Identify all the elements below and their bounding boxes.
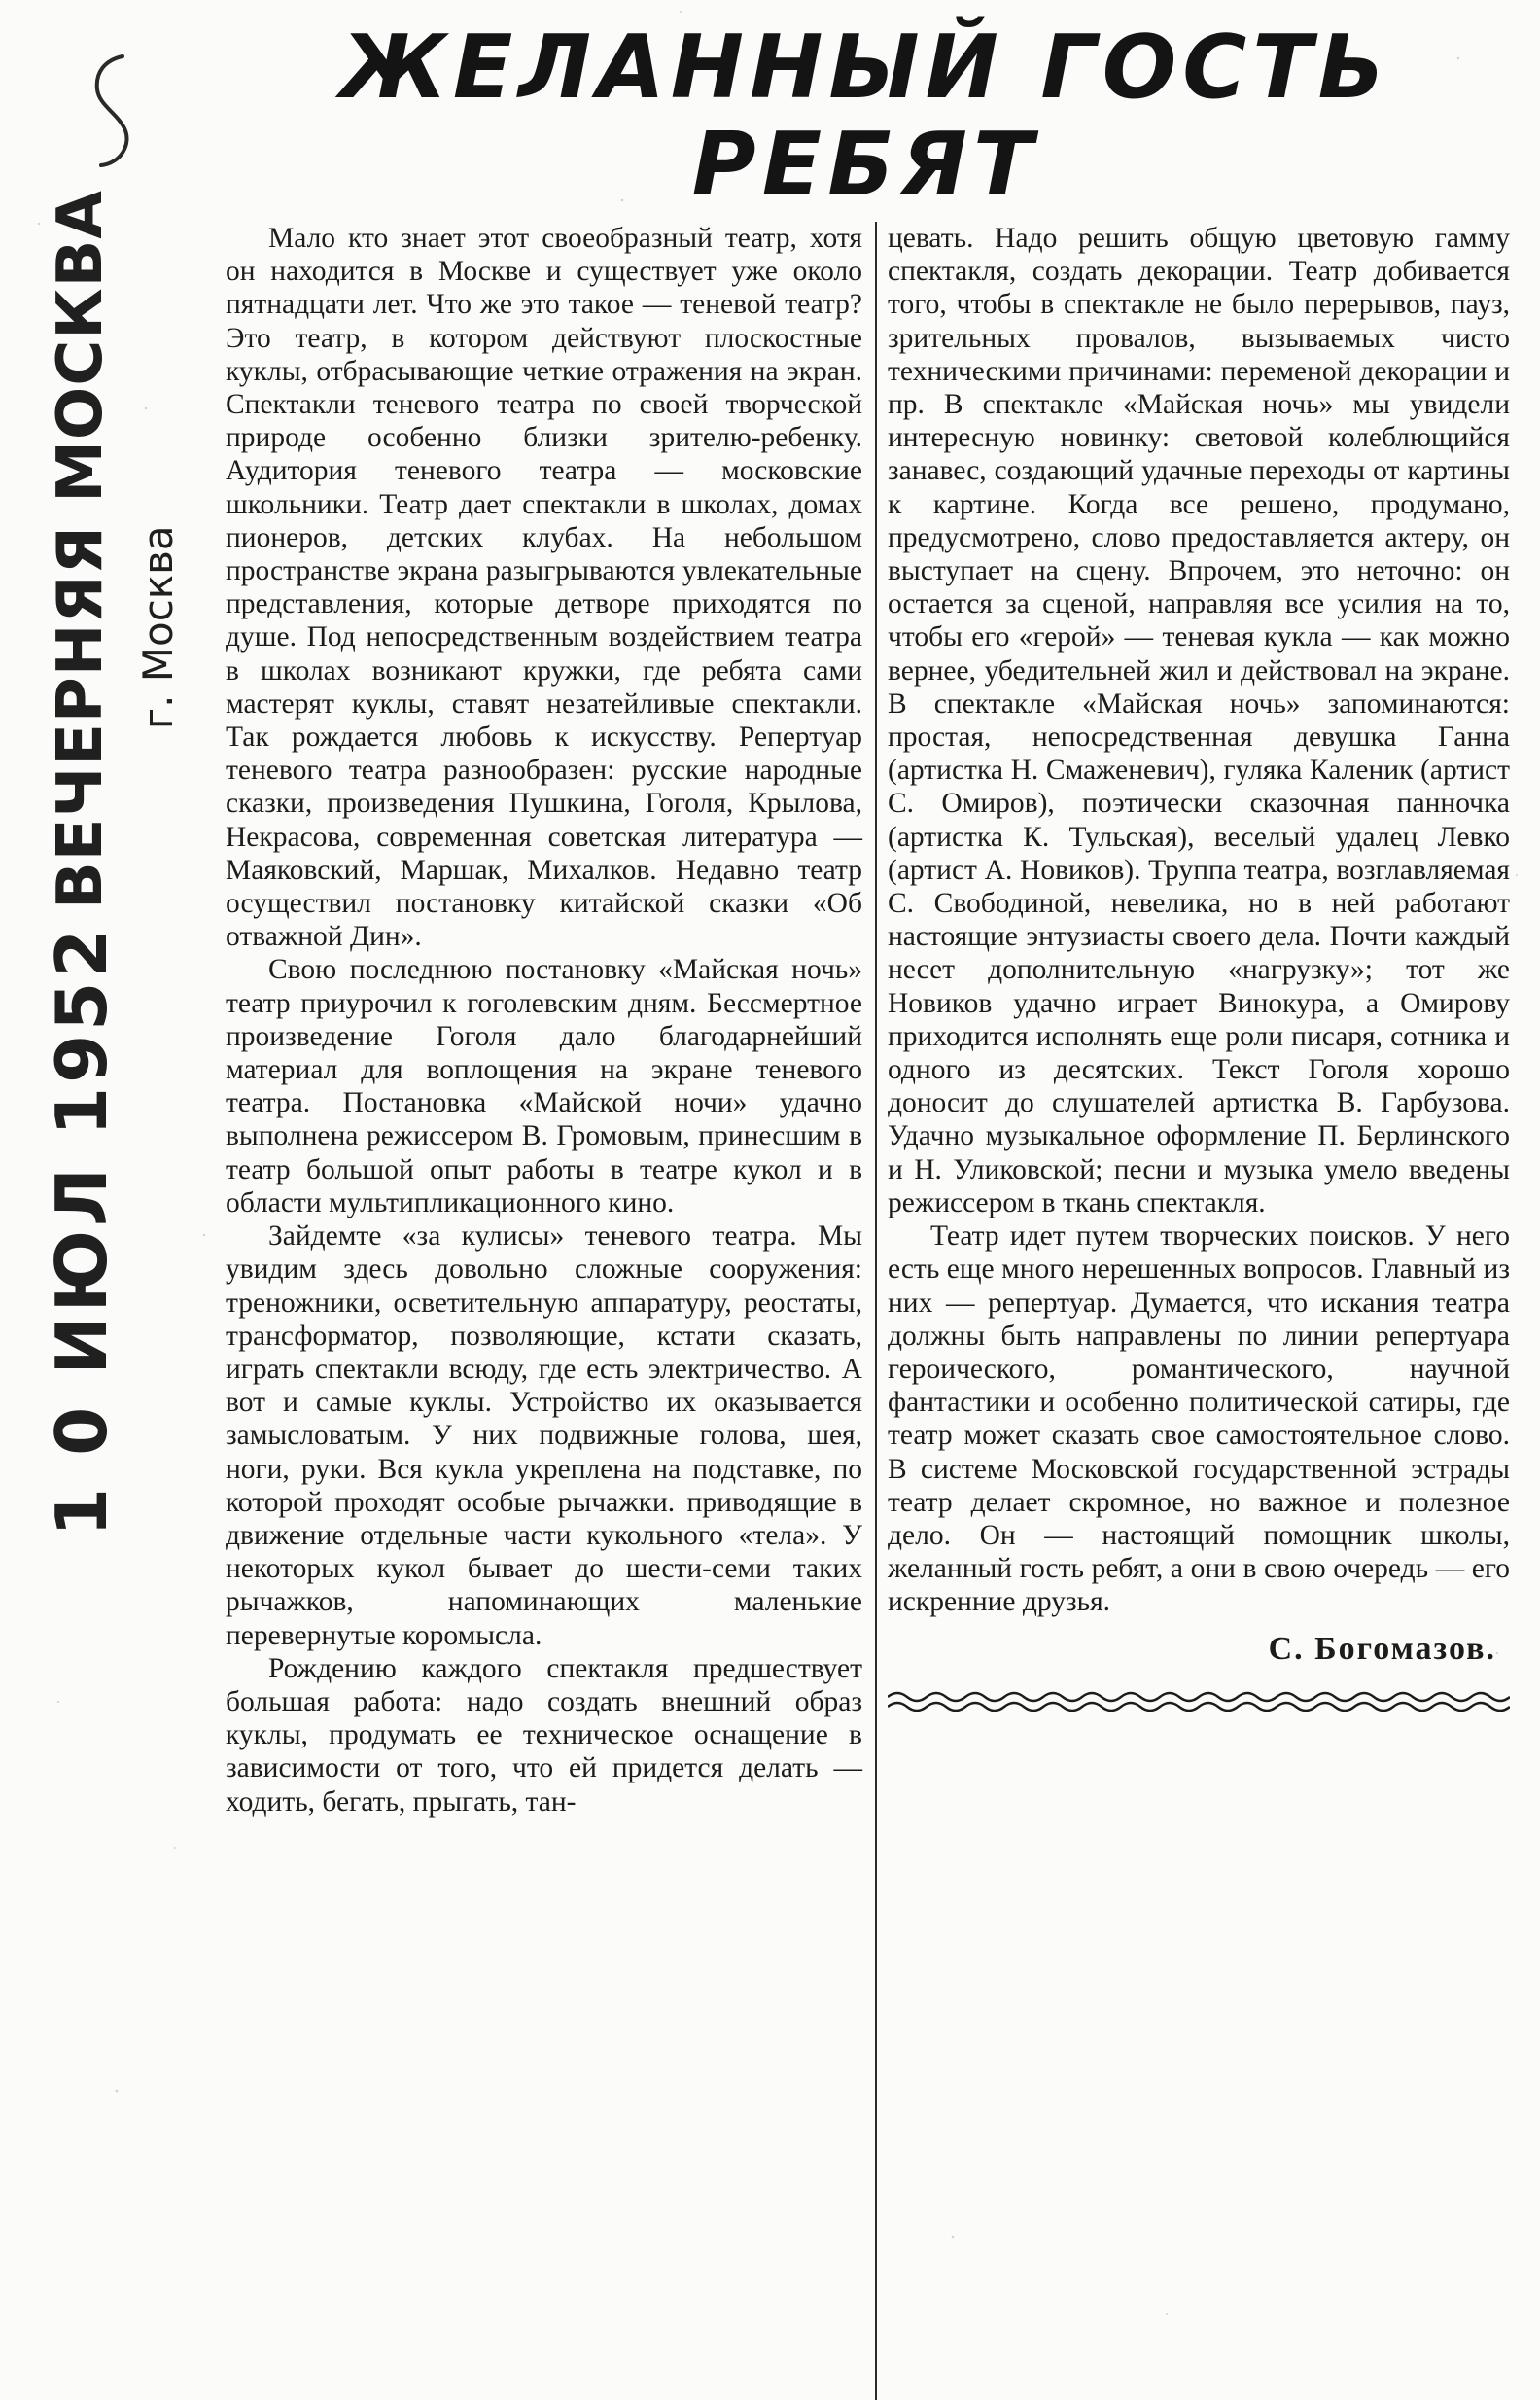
article-paragraph: Свою последнюю постановку «Майская ночь» театр приурочил к гоголевским дням. Бессмертное произведение Гоголя дало благодарнейший материал для воплощения на экране теневого театра. Постановка «Майской ночи» удачно выполнена режиссером В. Громовым, принесшим в театр большой опыт работы в театре кукол и в области мультипликационного кино. xyxy=(226,954,862,1218)
article-column-2 xyxy=(888,222,1510,1718)
article-paragraph: Мало кто знает этот своеобразный театр, хотя он находится в Москве и существует уже около пятнадцати лет. Что же это такое — теневой театр? Это театр, в котором действуют плоскостные куклы, отбрасывающие четкие отражения на экран. Спектакли теневого театра по своей творческой природе особенно близки зрителю-ребенку. Аудитория теневого театра — московские школьники. Театр дает спектакли в школах, домах пионеров, детских клубах. На небольшом пространстве экрана разыгрываются увлекательные представления, которые детворе приходятся по душе. Под непосредственным воздействием театра в школах возникают кружки, где ребята сами мастерят куклы, ставят незатейливые спектакли. Так рождается любовь к искусству. Репертуар теневого театра разнообразен: русские народные сказки, произведения Пушкина, Гоголя, Крылова, Некрасова, современная советская литература — Маяковский, Маршак, Михалков. Недавно театр осуществил постановку китайской сказки «Об отважной Дин». xyxy=(226,223,862,953)
column-divider xyxy=(875,222,877,2400)
headline-line-2: РЕБЯТ xyxy=(691,114,1039,216)
article-paragraph: Рождению каждого спектакля предшествует большая работа: надо создать внешний образ куклы, продумать ее техническое оснащение в зависимости от того, что ей придется делать — ходить, бегать, прыгать, тан- xyxy=(226,1652,862,1818)
author-signature: С. Богомазов. xyxy=(1268,1630,1496,1667)
article-paragraph: цевать. Надо решить общую цветовую гамму спектакля, создать декорации. Театр добивается того, чтобы в спектакле не было перерывов, пауз, зрительных провалов, вызываемых чисто техническими причинами: переменой декорации и пр. В спектакле «Майская ночь» мы увидели интересную новинку: световой колеблющийся занавес, создающий удачные переходы от картины к картине. Когда все решено, продумано, предусмотрено, слово предоставляется актеру, он выступает на сцену. Впрочем, это неточно: он остается за сценой, направляя все усилия на то, чтобы его «герой» — теневая кукла — как можно вернее, убедительней жил и действовал на экране. В спектакле «Майская ночь» запоминаются: простая, непосредственная девушка Ганна (артистка Н. Смаженевич), гуляка Каленик (артист С. Омиров), поэтически сказочная панночка (артистка К. Тульская), веселый удалец Левко (артист А. Новиков). Труппа театра, возглавляемая С. Свободиной, невелика, но в ней работают настоящие энтузиасты своего дела. Почти каждый несет дополнительную «нагрузку»; тот же Новиков удачно играет Винокура, а Омирову приходится исполнять еще роли писаря, сотника и одного из десятских. Текст Гоголя хорошо доносит до слушателей артистка В. Гарбузова. Удачно музыкальное оформление П. Берлинского и Н. Уликовской; песни и музыка умело введены режиссером в ткань спектакля. xyxy=(888,223,1510,1218)
article-paragraph: Зайдемте «за кулисы» теневого театра. Мы увидим здесь довольно сложные сооружения: треножники, осветительную аппаратуру, реостаты, трансформатор, позволяющие, кстати сказать, играть спектакли всюду, где есть электричество. А вот и самые куклы. Устройство их оказывается замысловатым. У них подвижные голова, шея, ноги, руки. Вся кукла укреплена на подставке, по которой проходят особые рычажки. приводящие в движение отдельные части кукольного «тела». У некоторых кукол бывает до шести-семи таких рычажков, напоминающих маленькие перевернутые коромысла. xyxy=(226,1220,862,1651)
newspaper-stamp: ВЕЧЕРНЯЯ МОСКВА xyxy=(45,190,117,909)
date-stamp: 1 0 ИЮЛ 1952 xyxy=(41,925,122,1536)
article-paragraph: Театр идет путем творческих поисков. У него есть еще много нерешенных вопросов. Главный из них — репертуар. Думается, что искания театра должны быть направлены по линии репертуара героического, романтического, научной фантастики и особенно политической сатиры, где театр может сказать свое самостоятельное слово. В системе Московской государственной эстрады театр делает скромное, но важное и полезное дело. Он — настоящий помощник школы, желанный гость ребят, а они в свою очередь — его искренние друзья. xyxy=(888,1220,1510,1618)
handwritten-mark xyxy=(47,39,163,185)
headline-line-1: ЖЕЛАННЫЙ ГОСТЬ xyxy=(339,17,1391,119)
headline xyxy=(311,19,1419,214)
city-stamp: г. Москва xyxy=(134,525,182,729)
wavy-divider xyxy=(888,1685,1510,1718)
article-column-1 xyxy=(226,222,862,1818)
